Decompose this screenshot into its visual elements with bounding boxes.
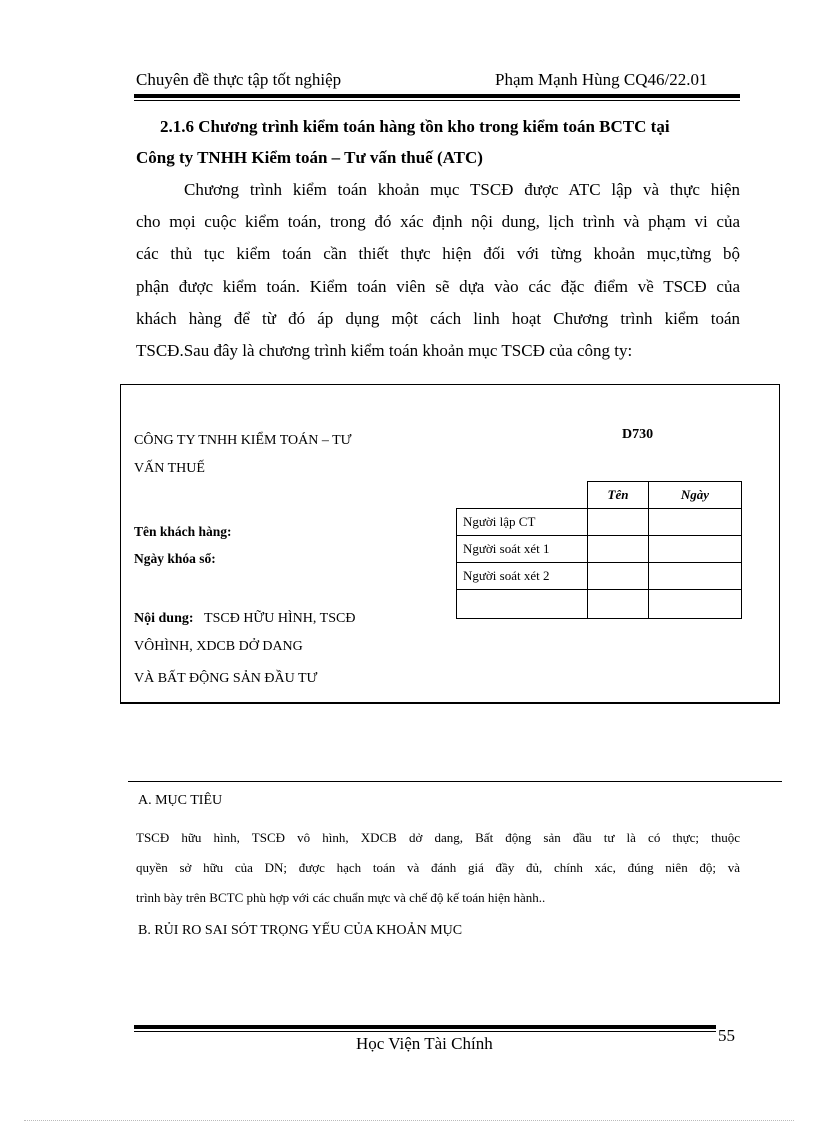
- form-content-label: Nội dung:: [134, 611, 194, 626]
- signoff-name-cell[interactable]: [588, 509, 649, 536]
- signoff-row: [457, 590, 742, 619]
- signoff-role: [457, 590, 588, 619]
- form-code: D730: [622, 427, 654, 442]
- form-client-label: Tên khách hàng:: [134, 524, 232, 539]
- footer-institution: Học Viện Tài Chính: [356, 1034, 493, 1053]
- signoff-role: Người soát xét 1: [457, 536, 588, 563]
- signoff-name-cell[interactable]: [588, 590, 649, 619]
- section-divider: [128, 781, 782, 782]
- section-a-line: quyền sở hữu của DN; được hạch toán và đánh giá đầy đủ, chính xác, đúng niên độ; và: [136, 860, 740, 875]
- form-company-name: [134, 427, 424, 483]
- signoff-header-name: Tên: [588, 482, 649, 509]
- section-heading-line2: Công ty TNHH Kiểm toán – Tư vấn thuế (ATC): [136, 148, 483, 167]
- footer-rule-thick: [134, 1025, 716, 1029]
- form-closing-date-label: Ngày khóa sổ:: [134, 551, 216, 566]
- signoff-role: Người soát xét 2: [457, 563, 588, 590]
- form-company-line2: VẤN THUẾ: [134, 461, 205, 476]
- form-content-value2: VÔHÌNH, XDCB DỞ DANG: [134, 639, 303, 654]
- signoff-role: Người lập CT: [457, 509, 588, 536]
- section-heading-line1: 2.1.6 Chương trình kiểm toán hàng tồn kho trong kiểm toán BCTC tại: [160, 117, 670, 136]
- paragraph-line: Chương trình kiểm toán khoản mục TSCĐ được ATC lập và thực hiện: [184, 180, 740, 199]
- signoff-header-row: [457, 482, 742, 509]
- paragraph-line: TSCĐ.Sau đây là chương trình kiểm toán khoản mục TSCĐ của công ty:: [136, 341, 633, 361]
- form-content-line1: [134, 605, 434, 633]
- signoff-row: [457, 536, 742, 563]
- header-rule-thin: [134, 100, 740, 101]
- signoff-header-blank: [457, 482, 588, 509]
- page-bottom-edge: [24, 1120, 794, 1122]
- form-content-value3: VÀ BẤT ĐỘNG SẢN ĐẦU TƯ: [134, 671, 318, 686]
- signoff-date-cell[interactable]: [649, 590, 742, 619]
- signoff-row: [457, 563, 742, 590]
- form-company-line1: CÔNG TY TNHH KIỂM TOÁN – TƯ: [134, 433, 352, 448]
- signoff-date-cell[interactable]: [649, 536, 742, 563]
- section-a-paragraph: [136, 823, 740, 913]
- section-a-line: trình bày trên BCTC phù hợp với các chuẩn mực và chế độ kế toán hiện hành..: [136, 890, 546, 905]
- body-paragraph: [136, 174, 740, 367]
- page-number: 55: [718, 1026, 735, 1045]
- signoff-table: [456, 481, 742, 619]
- paragraph-line: khách hàng để từ đó áp dụng một cách linh hoạt Chương trình kiểm toán: [136, 308, 740, 328]
- signoff-name-cell[interactable]: [588, 536, 649, 563]
- section-a-title: A. MỤC TIÊU: [138, 793, 223, 808]
- header-author: Phạm Mạnh Hùng CQ46/22.01: [495, 70, 708, 89]
- paragraph-line: các thủ tục kiểm toán cần thiết thực hiện đối với từng khoản mục,từng bộ: [136, 244, 740, 264]
- section-b-title: B. RỦI RO SAI SÓT TRỌNG YẾU CỦA KHOẢN MỤC: [138, 923, 463, 938]
- form-content-value1: TSCĐ HỮU HÌNH, TSCĐ: [204, 611, 356, 626]
- paragraph-line: cho mọi cuộc kiểm toán, trong đó xác định nội dung, lịch trình và phạm vi của: [136, 212, 740, 232]
- signoff-row: [457, 509, 742, 536]
- header-rule-thick: [134, 94, 740, 98]
- signoff-date-cell[interactable]: [649, 563, 742, 590]
- section-heading: [136, 111, 742, 173]
- signoff-name-cell[interactable]: [588, 563, 649, 590]
- signoff-date-cell[interactable]: [649, 509, 742, 536]
- header-left-title: Chuyên đề thực tập tốt nghiệp: [136, 70, 342, 89]
- signoff-header-date: Ngày: [649, 482, 742, 509]
- section-a-line: TSCĐ hữu hình, TSCĐ vô hình, XDCB dở dang, Bất động sản đầu tư là có thực; thuộc: [136, 830, 740, 845]
- form-content: [134, 605, 434, 693]
- paragraph-line: phận được kiểm toán. Kiểm toán viên sẽ dựa vào các đặc điểm về TSCĐ của: [136, 276, 740, 296]
- footer-rule-thin: [134, 1031, 716, 1032]
